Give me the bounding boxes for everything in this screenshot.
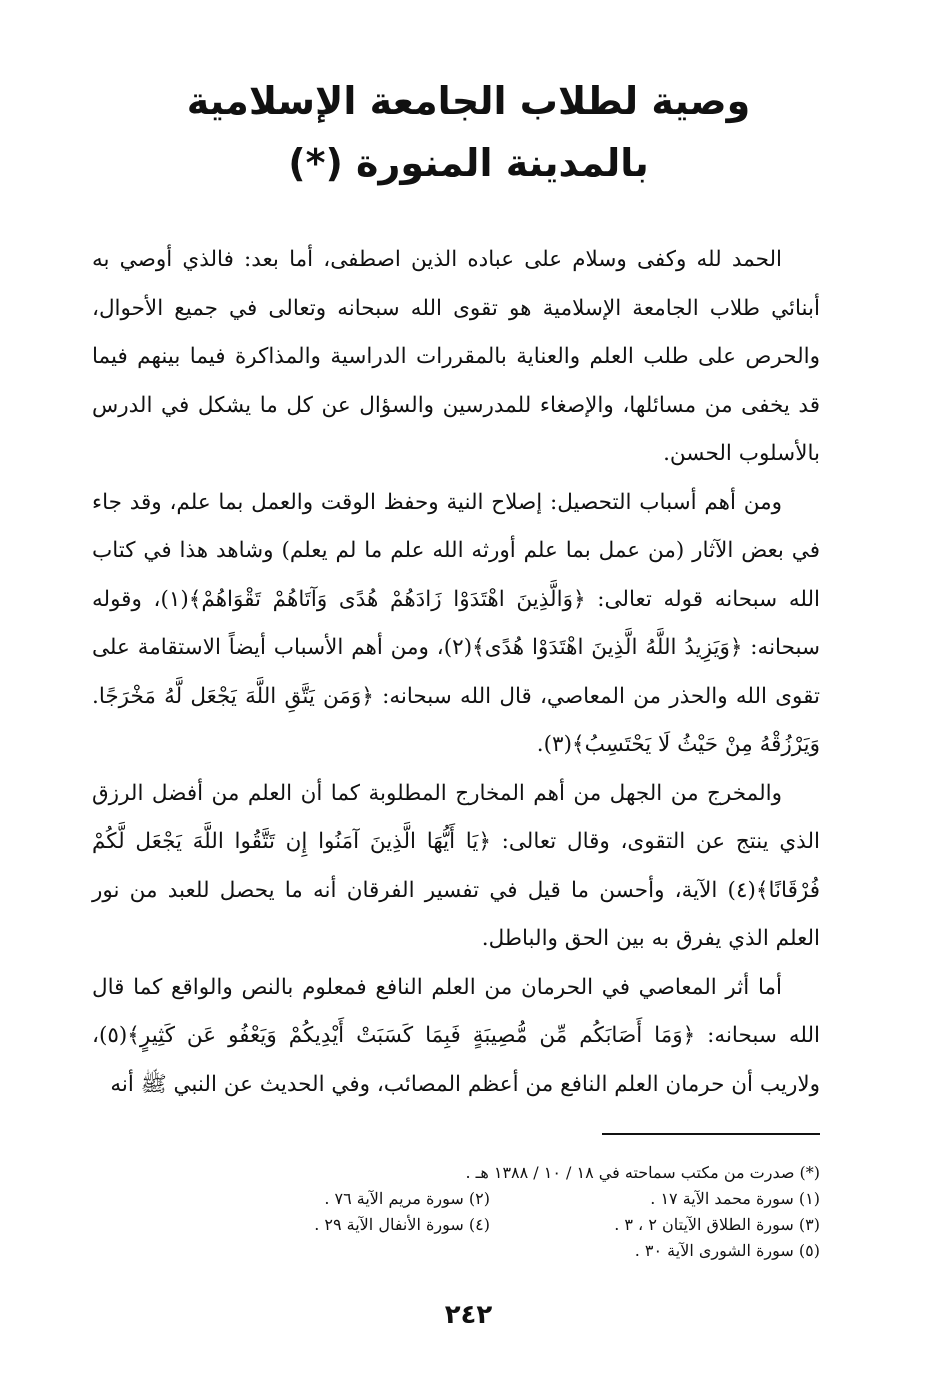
title-line-1: وصية لطلاب الجامعة الإسلامية [186, 79, 751, 123]
footnote-row [92, 1160, 820, 1186]
footnote-3: (٣) سورة الطلاق الآيتان ٢ ، ٣ . [614, 1215, 820, 1234]
footnote-row [92, 1186, 820, 1212]
paragraph: أما أثر المعاصي في الحرمان من العلم النافع فمعلوم بالنص والواقع كما قال الله سبحانه: ﴿وَمَا أَصَابَكُم مِّن مُّصِيبَةٍ فَبِمَا كَسَبَتْ أَيْدِيكُمْ وَيَعْفُو عَن كَثِيرٍ﴾(٥)، ولاريب أن حرمان العلم النافع من أعظم المصائب، وفي الحديث عن النبي ﷺ أنه [92, 974, 820, 1097]
paragraph: ومن أهم أسباب التحصيل: إصلاح النية وحفظ الوقت والعمل بما علم، وقد جاء في بعض الآثار (من عمل بما علم أورثه الله علم ما لم يعلم) وشاهد هذا في كتاب الله سبحانه قوله تعالى: ﴿وَالَّذِينَ اهْتَدَوْا زَادَهُمْ هُدًى وَآتَاهُمْ تَقْوَاهُمْ﴾(١)، وقوله سبحانه: ﴿وَيَزِيدُ اللَّهُ الَّذِينَ اهْتَدَوْا هُدًى﴾(٢)، ومن أهم الأسباب أيضاً الاستقامة على تقوى الله والحذر من المعاصي، قال الله سبحانه: ﴿وَمَن يَتَّقِ اللَّهَ يَجْعَل لَّهُ مَخْرَجًا. وَيَرْزُقْهُ مِنْ حَيْثُ لَا يَحْتَسِبُ﴾(٣). [92, 489, 820, 757]
footnote-star: (*) صدرت من مكتب سماحته في ١٨ / ١٠ / ١٣٨٨ هـ . [465, 1163, 820, 1182]
footnote-row [92, 1212, 820, 1238]
paragraph: والمخرج من الجهل من أهم المخارج المطلوبة كما أن العلم من أفضل الرزق الذي ينتج عن التقوى، وقال تعالى: ﴿يَا أَيُّهَا الَّذِينَ آمَنُوا إِن تَتَّقُوا اللَّهَ يَجْعَل لَّكُمْ فُرْقَانًا﴾(٤) الآية، وأحسن ما قيل في تفسير الفرقان أنه ما يحصل للعبد من نور العلم الذي يفرق به بين الحق والباطل. [92, 780, 820, 951]
footnote-1: (١) سورة محمد الآية ١٧ . [650, 1189, 820, 1208]
article-title [0, 70, 937, 194]
footnote-2: (٢) سورة مريم الآية ٧٦ . [324, 1189, 490, 1208]
footnote-5: (٥) سورة الشورى الآية ٣٠ . [634, 1241, 820, 1260]
paragraph: الحمد لله وكفى وسلام على عباده الذين اصطفى، أما بعد: فالذي أوصي به أبنائي طلاب الجامعة الإسلامية هو تقوى الله سبحانه وتعالى في جميع الأحوال، والحرص على طلب العلم والعناية بالمقررات الدراسية والمذاكرة فيما بينهم فيما قد يخفى من مسائلها، والإصغاء للمدرسين والسؤال عن كل ما يشكل في الدرس بالأسلوب الحسن. [92, 247, 820, 466]
title-line-2: بالمدينة المنورة (*) [288, 141, 649, 185]
footnotes [92, 1160, 820, 1264]
footnote-divider [602, 1133, 820, 1135]
body-text [92, 236, 820, 1109]
footnote-row [92, 1238, 820, 1264]
footnote-4: (٤) سورة الأنفال الآية ٢٩ . [314, 1215, 490, 1234]
page-number: ٢٤٢ [444, 1300, 493, 1330]
